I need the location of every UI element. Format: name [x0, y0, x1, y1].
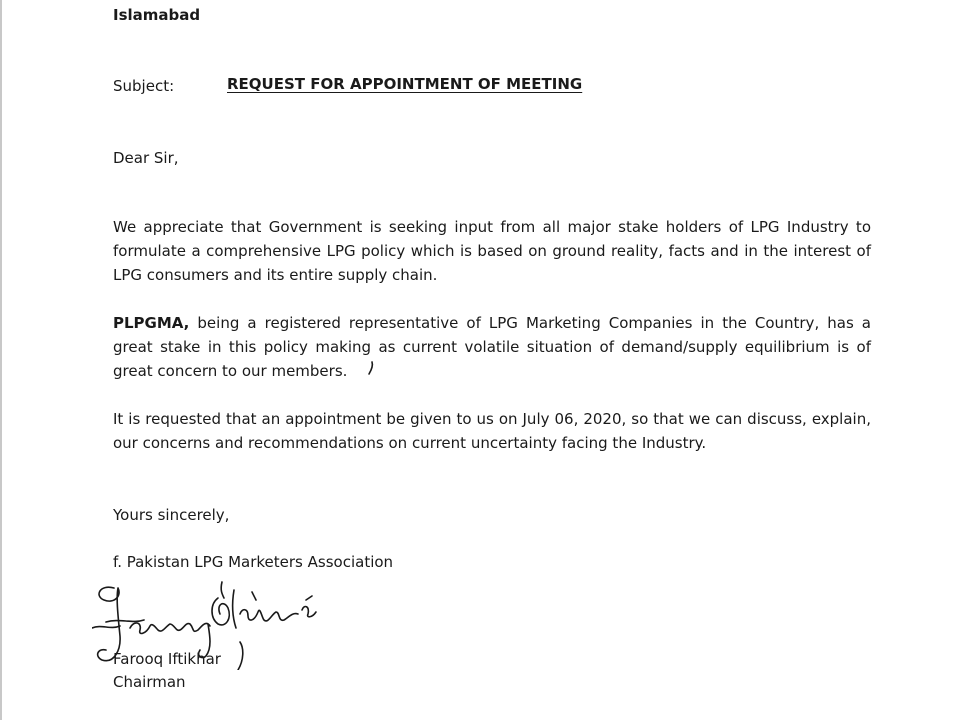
closing-line: Yours sincerely, — [113, 506, 230, 524]
handwritten-comma-mark — [366, 360, 376, 378]
body-paragraph-2-text: being a registered representative of LPG Marketing Companies in the Country, has a great stake in this policy making as current volatile situation of demand/supply equilibrium is of great concern to our members. — [113, 314, 871, 380]
sender-city: Islamabad — [113, 6, 201, 24]
subject-text: REQUEST FOR APPOINTMENT OF MEETING — [227, 75, 583, 93]
body-paragraph-2 — [113, 311, 871, 383]
organization-acronym: PLPGMA, — [113, 314, 190, 332]
signatory-title: Chairman — [113, 673, 186, 691]
subject-label: Subject: — [113, 77, 175, 95]
body-paragraph-1: We appreciate that Government is seeking input from all major stake holders of LPG Industry to formulate a comprehensive LPG policy which is based on ground reality, facts and in the interest of LPG consumers and its entire supply chain. — [113, 218, 871, 284]
page-edge — [0, 0, 2, 720]
salutation: Dear Sir, — [113, 149, 179, 167]
association-line: f. Pakistan LPG Marketers Association — [113, 553, 394, 571]
body-paragraph-3: It is requested that an appointment be given to us on July 06, 2020, so that we can discuss, explain, our concerns and recommendations on current uncertainty facing the Industry. — [113, 410, 871, 452]
signatory-name: Farooq Iftikhar — [113, 650, 221, 668]
